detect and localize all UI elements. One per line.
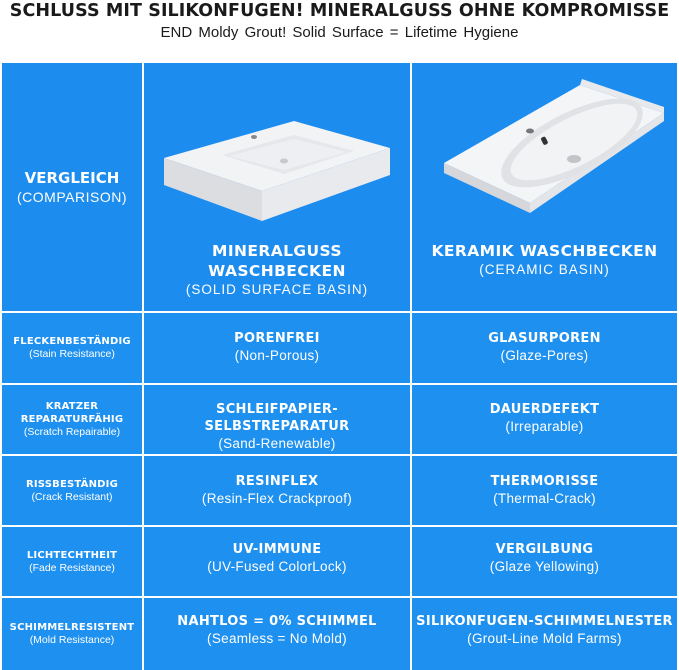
- solid-surface-value-en: (Sand-Renewable): [218, 436, 336, 451]
- criterion-cell: [2, 456, 142, 525]
- criterion-cell: [2, 527, 142, 596]
- ceramic-value: VERGILBUNG: [495, 542, 594, 557]
- comparison-table: [2, 63, 677, 670]
- comparison-label: VERGLEICH: [24, 168, 120, 187]
- solid-surface-value-en: (Non-Porous): [234, 348, 320, 363]
- ceramic-value-cell: [412, 385, 677, 454]
- criterion-label: RISSBESTÄNDIG: [25, 478, 118, 490]
- criterion-label-en: (Crack Resistant): [31, 490, 113, 503]
- ceramic-value: THERMORISSE: [490, 474, 599, 489]
- solid-surface-basin-image: [144, 63, 410, 233]
- solid-surface-value-cell: [144, 456, 410, 525]
- ceramic-value-cell: [412, 313, 677, 383]
- solid-surface-header-cell: [144, 63, 410, 311]
- criterion-label-line2: REPARATURFÄHIG: [20, 414, 124, 425]
- criterion-label-en: (Mold Resistance): [29, 634, 115, 646]
- ceramic-value-cell: [412, 456, 677, 525]
- solid-surface-value-en: (Resin-Flex Crackproof): [201, 491, 353, 506]
- criterion-label: KRATZER: [45, 401, 99, 412]
- solid-surface-value-en: (Seamless = No Mold): [207, 631, 347, 646]
- criterion-label-en: (Scratch Repairable): [23, 426, 121, 438]
- solid-surface-title: MINERALGUSS WASCHBECKEN: [208, 242, 346, 280]
- solid-surface-value-cell: [144, 313, 410, 383]
- ceramic-header-cell: [412, 63, 677, 311]
- solid-surface-value: RESINFLEX: [235, 474, 319, 489]
- solid-surface-value-cell: [144, 598, 410, 670]
- solid-surface-value: UV-IMMUNE: [232, 542, 322, 557]
- ceramic-value: DAUERDEFEKT: [489, 402, 600, 417]
- criterion-label: FLECKENBESTÄNDIG: [13, 336, 131, 347]
- ceramic-basin-image: [412, 63, 677, 233]
- solid-surface-value: PORENFREI: [234, 331, 320, 346]
- ceramic-value: GLASURPOREN: [488, 331, 601, 346]
- page-subtitle: END Moldy Grout! Solid Surface = Lifetime Hygiene: [160, 24, 519, 41]
- solid-surface-value: SCHLEIFPAPIER-SELBSTREPARATUR: [204, 402, 350, 434]
- criterion-label-en: (Fade Resistance): [29, 561, 115, 574]
- criterion-label: SCHIMMELRESISTENT: [9, 622, 135, 633]
- comparison-header-cell: [2, 63, 142, 311]
- ceramic-value-en: (Glaze Yellowing): [489, 559, 600, 574]
- ceramic-value-en: (Grout-Line Mold Farms): [467, 631, 622, 646]
- ceramic-value-en: (Irreparable): [505, 419, 584, 434]
- criterion-cell: [2, 385, 142, 454]
- solid-surface-subtitle: (SOLID SURFACE BASIN): [185, 282, 369, 297]
- comparison-label-en: (COMPARISON): [17, 188, 127, 205]
- solid-surface-value-cell: [144, 527, 410, 596]
- criterion-cell: [2, 598, 142, 670]
- ceramic-value-en: (Thermal-Crack): [493, 491, 596, 506]
- criterion-label-en: (Stain Resistance): [29, 348, 115, 360]
- solid-surface-value-cell: [144, 385, 410, 454]
- ceramic-value: SILIKONFUGEN-SCHIMMELNESTER: [416, 614, 673, 629]
- ceramic-value-cell: [412, 527, 677, 596]
- solid-surface-value-en: (UV-Fused ColorLock): [207, 559, 347, 574]
- solid-surface-value: NAHTLOS = 0% SCHIMMEL: [177, 614, 377, 629]
- ceramic-subtitle: (CERAMIC BASIN): [479, 262, 610, 277]
- ceramic-title: KERAMIK WASCHBECKEN: [431, 242, 658, 260]
- page-title: SCHLUSS MIT SILIKONFUGEN! MINERALGUSS OHNE KOMPROMISSE: [9, 1, 670, 21]
- criterion-label: LICHTECHTHEIT: [26, 549, 118, 561]
- ceramic-value-cell: [412, 598, 677, 670]
- criterion-cell: [2, 313, 142, 383]
- ceramic-value-en: (Glaze-Pores): [500, 348, 589, 363]
